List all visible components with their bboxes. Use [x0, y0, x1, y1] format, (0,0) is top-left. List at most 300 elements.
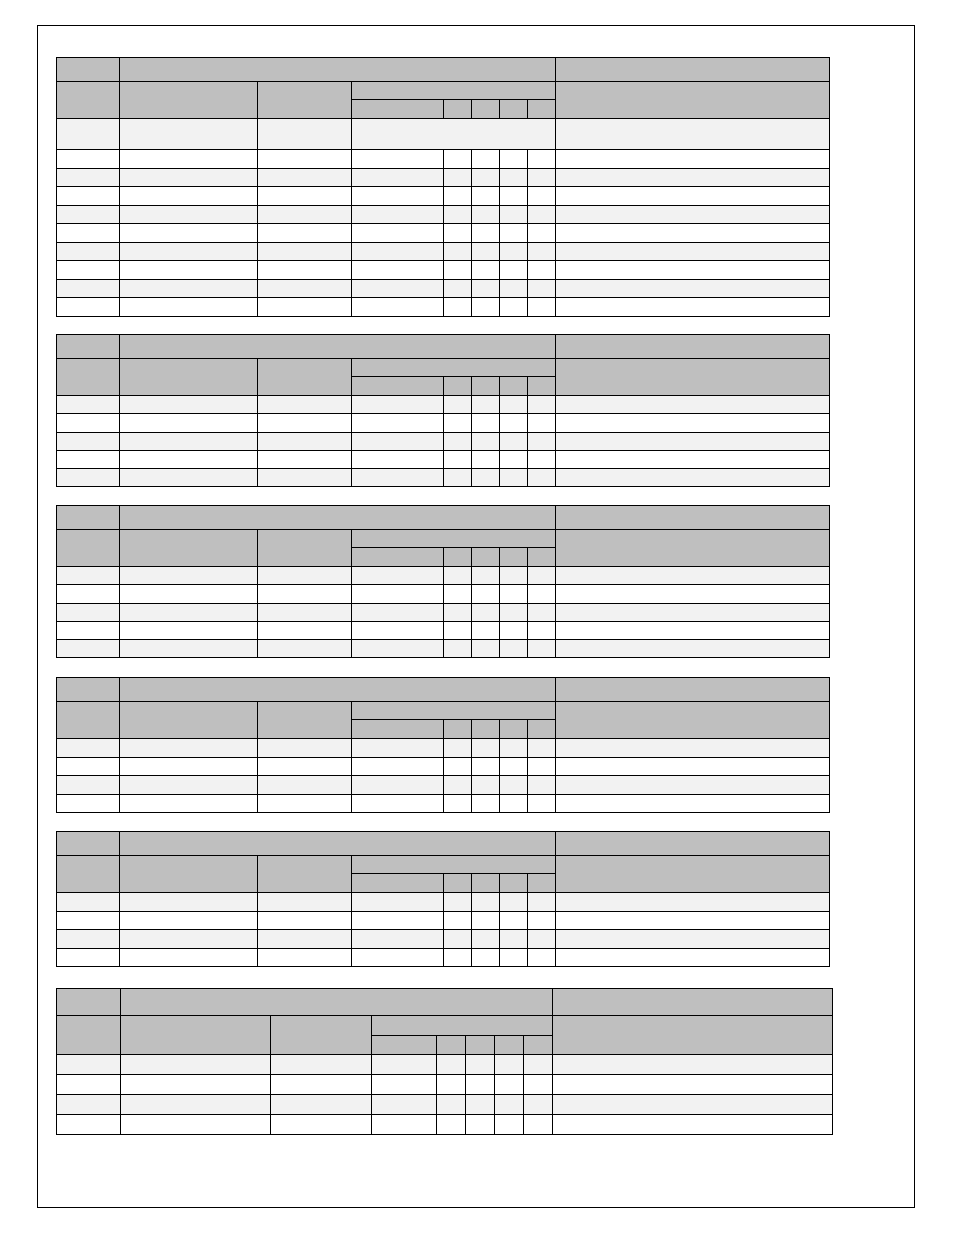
column-header-1 [57, 1016, 121, 1055]
table-cell [57, 567, 120, 585]
table-cell [120, 948, 258, 967]
table-cell [556, 279, 830, 298]
table-cell [372, 1115, 437, 1135]
table-cell [472, 205, 500, 224]
column-header-group [352, 702, 556, 720]
table-cell [500, 242, 528, 261]
table-cell [444, 168, 472, 187]
column-header-row [57, 530, 830, 548]
header-cell-title [120, 58, 556, 82]
table-cell [500, 739, 528, 758]
table-cell [500, 930, 528, 949]
table-cell [444, 567, 472, 585]
table-cell [352, 911, 444, 930]
table-cell [444, 948, 472, 967]
table-cell [258, 776, 352, 795]
table-cell [556, 414, 830, 432]
column-header-2 [120, 82, 258, 119]
table-cell [556, 930, 830, 949]
sub-header-cell [528, 377, 556, 396]
table-cell [57, 948, 120, 967]
column-header-row [57, 82, 830, 100]
table-cell [528, 585, 556, 603]
column-header-row [57, 702, 830, 720]
table-cell [472, 168, 500, 187]
table-cell [352, 585, 444, 603]
table-cell [120, 187, 258, 206]
table-cell [120, 279, 258, 298]
table-cell [352, 396, 444, 414]
table-cell [556, 567, 830, 585]
table-cell [556, 261, 830, 280]
table-cell [528, 948, 556, 967]
table-cell [444, 776, 472, 795]
column-header-1 [57, 856, 120, 893]
table-cell [556, 776, 830, 795]
column-header-row [57, 1016, 833, 1036]
table-cell [528, 621, 556, 639]
header-row [57, 58, 830, 82]
sub-header-cell [444, 720, 472, 739]
table-row [57, 298, 830, 317]
table-cell [528, 396, 556, 414]
table-cell [528, 187, 556, 206]
table-cell [57, 242, 120, 261]
table-cell [352, 469, 444, 487]
header-cell-right [556, 832, 830, 856]
table-cell [437, 1055, 466, 1075]
table-cell [472, 414, 500, 432]
table-row [57, 414, 830, 432]
sub-header-cell [500, 100, 528, 119]
table-cell [57, 893, 120, 912]
table-cell [495, 1115, 524, 1135]
table-row [57, 911, 830, 930]
table-cell [258, 432, 352, 450]
header-cell-id [57, 506, 120, 530]
table-cell [57, 396, 120, 414]
table-cell [120, 794, 258, 813]
table-cell [57, 911, 120, 930]
table-cell [444, 911, 472, 930]
table-cell [258, 794, 352, 813]
table-row [57, 450, 830, 468]
column-header-3 [258, 702, 352, 739]
table-cell [444, 205, 472, 224]
sub-header-cell [472, 720, 500, 739]
table-row [57, 1095, 833, 1115]
table-cell [528, 567, 556, 585]
table-cell [271, 1075, 372, 1095]
section-cell [556, 119, 830, 150]
column-header-notes [556, 82, 830, 119]
table-cell [120, 396, 258, 414]
column-header-group [372, 1016, 553, 1036]
table-cell [258, 469, 352, 487]
table-row [57, 396, 830, 414]
table-cell [556, 242, 830, 261]
table-cell [352, 776, 444, 795]
table-cell [472, 432, 500, 450]
table-cell [472, 911, 500, 930]
table-row [57, 567, 830, 585]
table-cell [553, 1055, 833, 1075]
table-cell [120, 168, 258, 187]
sub-header-cell [472, 548, 500, 567]
section-cell [352, 119, 556, 150]
table-cell [444, 739, 472, 758]
table-cell [500, 224, 528, 243]
table-cell [352, 298, 444, 317]
table-1 [56, 57, 830, 317]
table-cell [495, 1075, 524, 1095]
section-cell [120, 119, 258, 150]
column-header-2 [120, 530, 258, 567]
table-cell [444, 585, 472, 603]
header-cell-right [556, 58, 830, 82]
sub-header-cell [352, 548, 444, 567]
column-header-group [352, 82, 556, 100]
table-cell [500, 776, 528, 795]
table-cell [524, 1075, 553, 1095]
table-cell [120, 469, 258, 487]
table-cell [258, 150, 352, 169]
table-cell [271, 1115, 372, 1135]
table-cell [352, 279, 444, 298]
sub-header-cell [528, 720, 556, 739]
table-cell [57, 1055, 121, 1075]
table-cell [528, 757, 556, 776]
table-cell [500, 567, 528, 585]
table-cell [528, 150, 556, 169]
table-cell [57, 469, 120, 487]
table-cell [500, 168, 528, 187]
header-row [57, 832, 830, 856]
table-cell [528, 450, 556, 468]
section-cell [57, 119, 120, 150]
table-cell [556, 948, 830, 967]
table-row [57, 640, 830, 658]
table-cell [472, 224, 500, 243]
table-cell [472, 948, 500, 967]
table-cell [57, 776, 120, 795]
table-cell [352, 893, 444, 912]
table-cell [444, 414, 472, 432]
header-row [57, 506, 830, 530]
column-header-group [352, 530, 556, 548]
table-cell [500, 794, 528, 813]
column-header-3 [258, 530, 352, 567]
table-cell [258, 261, 352, 280]
column-header-notes [556, 530, 830, 567]
table-cell [258, 279, 352, 298]
table-cell [466, 1115, 495, 1135]
table-cell [472, 150, 500, 169]
sub-header-cell [444, 548, 472, 567]
table-cell [556, 224, 830, 243]
table-cell [553, 1095, 833, 1115]
table-cell [495, 1055, 524, 1075]
table-cell [372, 1075, 437, 1095]
table-cell [120, 298, 258, 317]
table-cell [121, 1115, 271, 1135]
sub-header-cell [472, 377, 500, 396]
table-cell [437, 1115, 466, 1135]
table-cell [472, 469, 500, 487]
table-cell [444, 450, 472, 468]
table-cell [352, 757, 444, 776]
table-cell [57, 930, 120, 949]
section-row [57, 119, 830, 150]
table-cell [120, 757, 258, 776]
column-header-notes [556, 359, 830, 396]
table-cell [258, 450, 352, 468]
table-cell [372, 1055, 437, 1075]
table-cell [472, 893, 500, 912]
table-cell [258, 621, 352, 639]
table-row [57, 776, 830, 795]
table-cell [258, 187, 352, 206]
table-row [57, 893, 830, 912]
table-cell [57, 279, 120, 298]
table-cell [352, 414, 444, 432]
table-cell [57, 261, 120, 280]
table-cell [352, 794, 444, 813]
header-cell-id [57, 832, 120, 856]
header-cell-right [556, 335, 830, 359]
table-row [57, 187, 830, 206]
sub-header-cell [352, 720, 444, 739]
table-cell [524, 1115, 553, 1135]
table-row [57, 585, 830, 603]
table-row [57, 469, 830, 487]
table-cell [500, 298, 528, 317]
table-cell [352, 948, 444, 967]
table-cell [444, 224, 472, 243]
table-cell [352, 603, 444, 621]
table-cell [120, 567, 258, 585]
table-cell [57, 603, 120, 621]
table-cell [352, 205, 444, 224]
table-cell [352, 621, 444, 639]
table-cell [466, 1095, 495, 1115]
table-cell [258, 948, 352, 967]
column-header-2 [120, 702, 258, 739]
table-cell [528, 893, 556, 912]
sub-header-cell [472, 874, 500, 893]
table-cell [120, 640, 258, 658]
table-cell [120, 621, 258, 639]
sub-header-cell [500, 548, 528, 567]
table-cell [258, 757, 352, 776]
column-header-3 [258, 82, 352, 119]
table-cell [524, 1055, 553, 1075]
table-cell [500, 893, 528, 912]
table-4 [56, 677, 830, 813]
table-cell [500, 757, 528, 776]
table-row [57, 168, 830, 187]
table-cell [57, 1095, 121, 1115]
table-cell [472, 794, 500, 813]
table-cell [556, 893, 830, 912]
table-cell [352, 640, 444, 658]
table-cell [444, 757, 472, 776]
header-cell-title [120, 335, 556, 359]
header-cell-right [556, 678, 830, 702]
table-cell [524, 1095, 553, 1115]
table-cell [472, 603, 500, 621]
sub-header-cell [528, 874, 556, 893]
table-cell [528, 930, 556, 949]
table-row [57, 432, 830, 450]
table-cell [57, 432, 120, 450]
table-cell [472, 242, 500, 261]
table-cell [556, 911, 830, 930]
table-cell [57, 640, 120, 658]
sub-header-cell [528, 548, 556, 567]
table-cell [57, 414, 120, 432]
table-row [57, 242, 830, 261]
table-cell [121, 1095, 271, 1115]
table-cell [444, 432, 472, 450]
table-cell [472, 640, 500, 658]
table-row [57, 279, 830, 298]
table-cell [258, 205, 352, 224]
table-cell [57, 150, 120, 169]
table-row [57, 150, 830, 169]
table-cell [556, 298, 830, 317]
table-cell [500, 432, 528, 450]
table-cell [500, 640, 528, 658]
table-cell [528, 298, 556, 317]
table-cell [258, 739, 352, 758]
header-cell-id [57, 678, 120, 702]
header-cell-title [121, 989, 553, 1016]
table-row [57, 205, 830, 224]
table-cell [352, 450, 444, 468]
table-cell [556, 450, 830, 468]
sub-header-cell [352, 874, 444, 893]
table-cell [258, 224, 352, 243]
table-cell [500, 187, 528, 206]
table-cell [258, 603, 352, 621]
table-cell [258, 168, 352, 187]
header-cell-id [57, 58, 120, 82]
table-cell [500, 396, 528, 414]
table-row [57, 930, 830, 949]
table-cell [528, 911, 556, 930]
header-row [57, 989, 833, 1016]
table-cell [258, 567, 352, 585]
column-header-3 [258, 856, 352, 893]
column-header-notes [556, 856, 830, 893]
table-cell [258, 640, 352, 658]
table-cell [444, 396, 472, 414]
table-cell [444, 621, 472, 639]
table-cell [372, 1095, 437, 1115]
table-cell [528, 242, 556, 261]
table-row [57, 603, 830, 621]
table-cell [258, 930, 352, 949]
column-header-1 [57, 702, 120, 739]
table-cell [528, 469, 556, 487]
table-2 [56, 334, 830, 487]
table-cell [553, 1075, 833, 1095]
table-cell [528, 414, 556, 432]
table-cell [495, 1095, 524, 1115]
table-cell [500, 621, 528, 639]
column-header-group [352, 856, 556, 874]
table-cell [472, 279, 500, 298]
table-cell [472, 187, 500, 206]
sub-header-cell [444, 100, 472, 119]
table-cell [352, 567, 444, 585]
table-cell [472, 567, 500, 585]
table-cell [444, 893, 472, 912]
table-row [57, 948, 830, 967]
header-cell-right [556, 506, 830, 530]
table-cell [352, 261, 444, 280]
table-cell [352, 242, 444, 261]
header-cell-id [57, 989, 121, 1016]
table-cell [121, 1075, 271, 1095]
table-cell [500, 150, 528, 169]
table-cell [258, 911, 352, 930]
sub-header-cell [500, 720, 528, 739]
table-cell [57, 1115, 121, 1135]
table-cell [258, 893, 352, 912]
table-cell [57, 187, 120, 206]
table-cell [556, 150, 830, 169]
sub-header-cell [466, 1036, 495, 1055]
column-header-row [57, 359, 830, 377]
table-cell [57, 298, 120, 317]
sub-header-cell [444, 377, 472, 396]
column-header-row [57, 856, 830, 874]
column-header-notes [553, 1016, 833, 1055]
table-cell [556, 469, 830, 487]
sub-header-cell [444, 874, 472, 893]
table-cell [528, 205, 556, 224]
header-cell-right [553, 989, 833, 1016]
table-cell [556, 640, 830, 658]
table-cell [57, 739, 120, 758]
table-cell [556, 187, 830, 206]
column-header-2 [120, 359, 258, 396]
table-cell [500, 414, 528, 432]
table-cell [556, 794, 830, 813]
table-cell [500, 911, 528, 930]
table-row [57, 1055, 833, 1075]
table-cell [528, 776, 556, 795]
table-cell [120, 911, 258, 930]
sub-header-cell [495, 1036, 524, 1055]
table-cell [500, 205, 528, 224]
table-cell [120, 450, 258, 468]
table-cell [258, 414, 352, 432]
table-3 [56, 505, 830, 658]
table-cell [556, 205, 830, 224]
table-cell [57, 585, 120, 603]
table-cell [120, 261, 258, 280]
table-cell [528, 739, 556, 758]
table-cell [466, 1075, 495, 1095]
table-cell [120, 414, 258, 432]
column-header-3 [271, 1016, 372, 1055]
column-header-3 [258, 359, 352, 396]
sub-header-cell [352, 100, 444, 119]
table-cell [120, 930, 258, 949]
